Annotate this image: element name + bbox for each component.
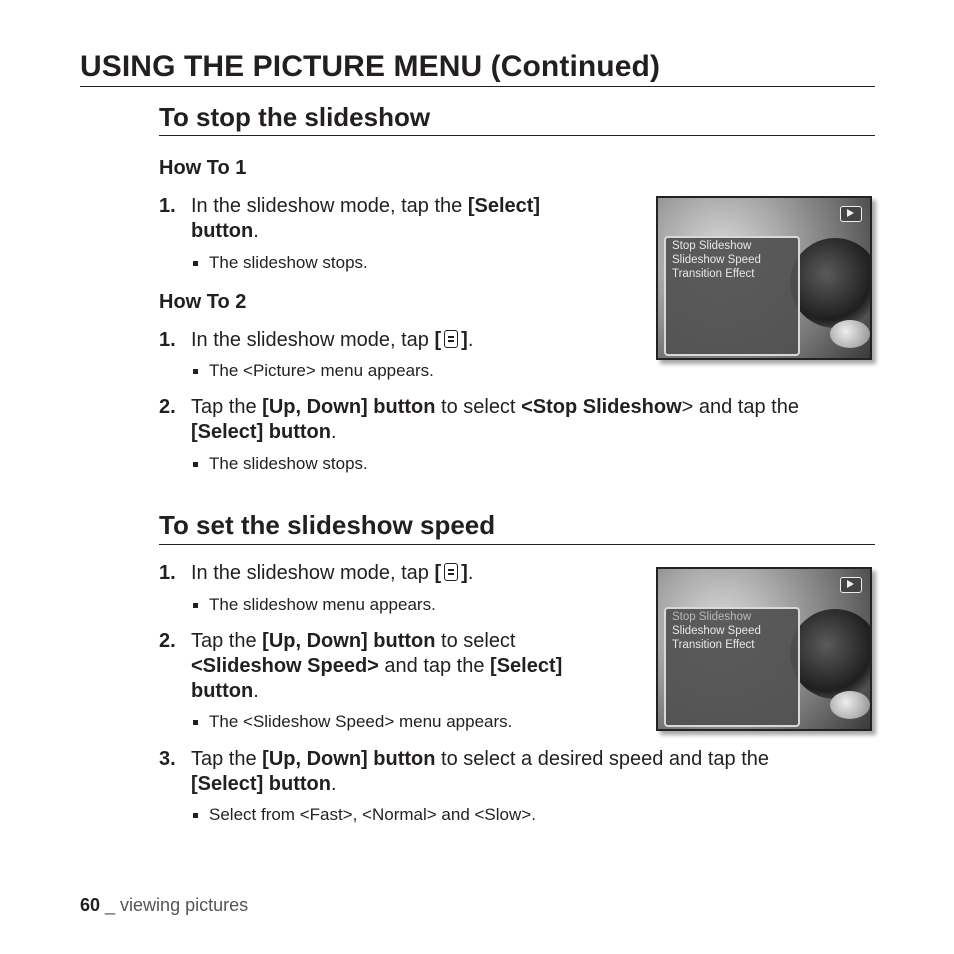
menu-item-transition-effect: Transition Effect (672, 268, 755, 280)
title-rule (80, 86, 875, 87)
device-screenshot (656, 567, 872, 731)
page-title: USING THE PICTURE MENU (Continued) (80, 50, 661, 83)
step-text: In the slideshow mode, tap the [Select] button. (191, 195, 541, 242)
page-footer (80, 895, 248, 916)
step-number: 1. (159, 195, 176, 217)
page-number: 60 (80, 895, 101, 915)
step-item: 3. Tap the [Up, Down] button to select a desired speed and tap the [Select] button. (159, 748, 770, 795)
step-item: 1. In the slideshow mode, tap [ ]. (159, 562, 474, 584)
howto1-heading: How To 1 (159, 157, 247, 179)
footer-text: _ viewing pictures (100, 895, 249, 915)
menu-item-transition-effect: Transition Effect (672, 639, 755, 651)
picture-menu (664, 607, 800, 727)
step-item: 1. In the slideshow mode, tap [ ]. (159, 329, 474, 351)
menu-item-slideshow-speed: Slideshow Speed (672, 254, 761, 266)
device-screenshot (656, 196, 872, 360)
menu-button-icon (444, 330, 458, 348)
step-item: 2. Tap the [Up, Down] button to select <Slideshow Speed> and tap the [Select] button. (159, 630, 563, 702)
section-heading-speed: To set the slideshow speed (159, 510, 496, 540)
section-rule (159, 135, 875, 136)
menu-item-slideshow-speed: Slideshow Speed (672, 625, 761, 637)
menu-item-stop-slideshow: Stop Slideshow (672, 240, 752, 252)
howto2-heading: How To 2 (159, 291, 247, 313)
step-item: 2. Tap the [Up, Down] button to select <Stop Slideshow> and tap the [Select] button. (159, 396, 799, 443)
step-item (159, 194, 619, 244)
play-icon (840, 577, 862, 593)
section-heading-stop: To stop the slideshow (159, 102, 431, 132)
play-icon (840, 206, 862, 222)
picture-menu (664, 236, 800, 356)
menu-button-icon (444, 563, 458, 581)
section-rule (159, 544, 875, 545)
menu-item-stop-slideshow: Stop Slideshow (672, 611, 752, 623)
